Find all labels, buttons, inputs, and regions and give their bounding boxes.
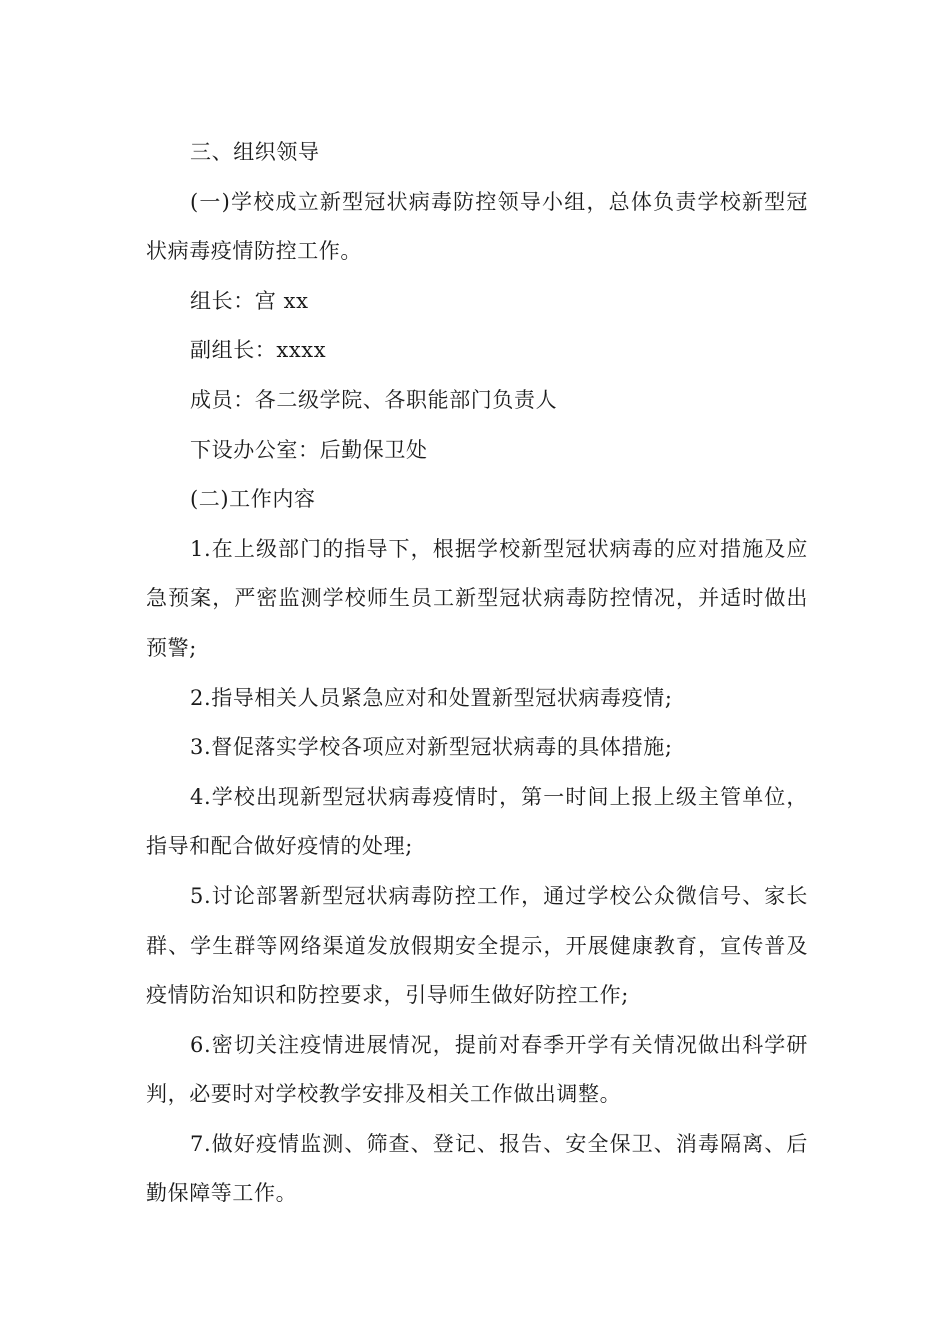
paragraph-group-leader: 组长：宫 xx (190, 288, 309, 313)
list-item: 7.做好疫情监测、筛查、登记、报告、安全保卫、消毒隔离、后勤保障等工作。 (146, 1131, 808, 1206)
list-item: 1.在上级部门的指导下，根据学校新型冠状病毒的应对措施及应急预案，严密监测学校师生员工新型冠状病毒防控情况，并适时做出预警; (146, 536, 808, 660)
list-item: 2.指导相关人员紧急应对和处置新型冠状病毒疫情; (190, 685, 673, 710)
document-body (146, 128, 808, 1219)
subsection-heading: (二)工作内容 (190, 487, 316, 512)
paragraph-deputy-leader: 副组长：xxxx (190, 338, 327, 363)
list-item: 4.学校出现新型冠状病毒疫情时，第一时间上报上级主管单位，指导和配合做好疫情的处理; (146, 784, 808, 859)
list-item: 3.督促落实学校各项应对新型冠状病毒的具体措施; (190, 735, 673, 760)
paragraph-office: 下设办公室：后勤保卫处 (190, 437, 428, 462)
list-item: 6.密切关注疫情进展情况，提前对春季开学有关情况做出科学研判，必要时对学校教学安排及相关工作做出调整。 (146, 1032, 808, 1107)
list-item: 5.讨论部署新型冠状病毒防控工作，通过学校公众微信号、家长群、学生群等网络渠道发放假期安全提示，开展健康教育，宣传普及疫情防治知识和防控要求，引导师生做好防控工作; (146, 883, 808, 1008)
section-heading: 三、组织领导 (190, 140, 320, 164)
paragraph-leadership-group: (一)学校成立新型冠状病毒防控领导小组，总体负责学校新型冠状病毒疫情防控工作。 (146, 189, 808, 264)
paragraph-members: 成员：各二级学院、各职能部门负责人 (190, 387, 558, 412)
